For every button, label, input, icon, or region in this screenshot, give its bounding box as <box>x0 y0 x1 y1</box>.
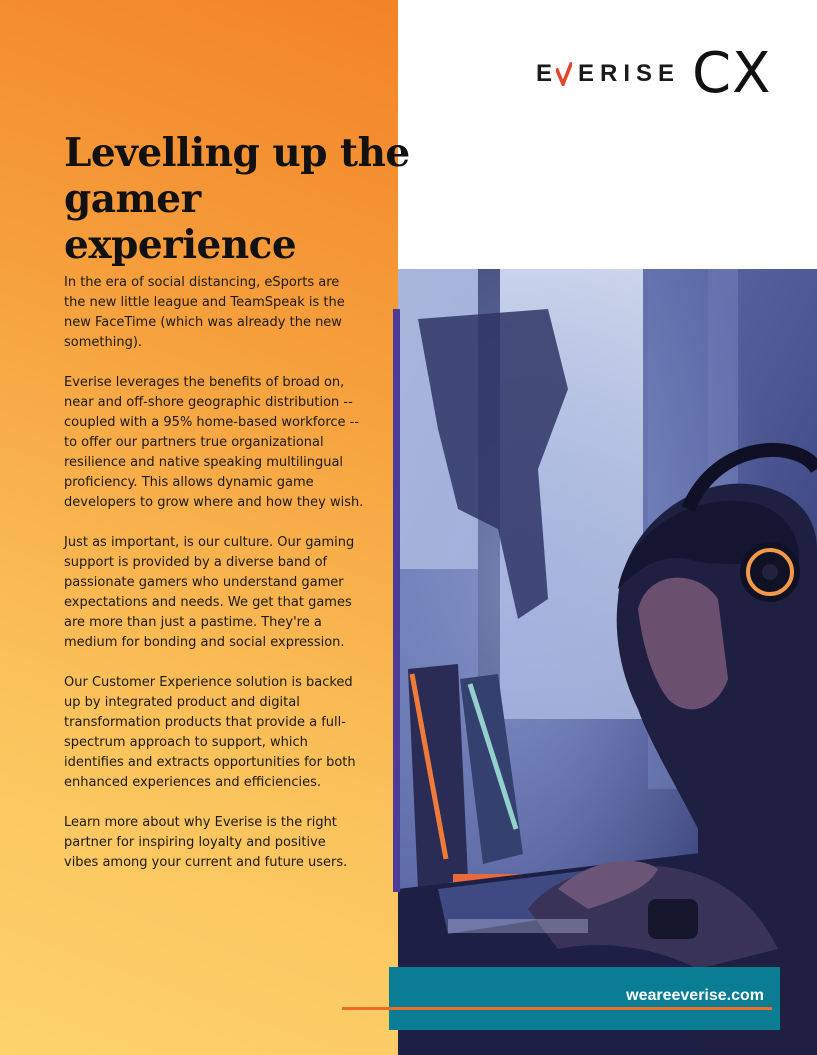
paragraph-1: In the era of social distancing, eSports are the new little league and TeamSpeak is the new FaceTime (which was already the new something). <box>64 275 345 350</box>
body-copy <box>64 273 364 893</box>
website-link[interactable]: weareeverise.com <box>626 987 764 1004</box>
everise-cx-logo <box>536 41 772 106</box>
gamer-photo-illustration <box>398 269 817 1055</box>
orange-accent-line <box>342 1007 772 1010</box>
paragraph-4: Our Customer Experience solution is backed up by integrated product and digital transformation products that provide a full-spectrum approach to support, which identifies and extracts opportunities for both enhanced experiences and efficiencies. <box>64 675 356 790</box>
purple-accent-bar <box>393 309 400 892</box>
page-title <box>64 130 524 268</box>
title-line-1: Levelling up the gamer <box>64 130 410 222</box>
paragraph-3: Just as important, is our culture. Our gaming support is provided by a diverse band of passionate gamers who understand gamer expectations and needs. We get that games are more than just a pastime. They're a medium for bonding and social expression. <box>64 535 355 650</box>
paragraph-2: Everise leverages the benefits of broad on, near and off-shore geographic distribution -- coupled with a 95% home-based workforce -- to offer our partners true organizational resilience and native speaking multilingual proficiency. This allows dynamic game developers to grow where and how they wish. <box>64 375 364 510</box>
everise-wordmark: E ERISE <box>536 60 681 87</box>
title-line-2: experience <box>64 222 297 268</box>
gamer-photo <box>398 269 817 1055</box>
paragraph-5: Learn more about why Everise is the right partner for inspiring loyalty and positive vibes among your current and future users. <box>64 815 348 870</box>
website-banner <box>389 967 780 1030</box>
checkmark-v-icon <box>556 62 572 86</box>
cx-mark: CX <box>692 41 772 106</box>
